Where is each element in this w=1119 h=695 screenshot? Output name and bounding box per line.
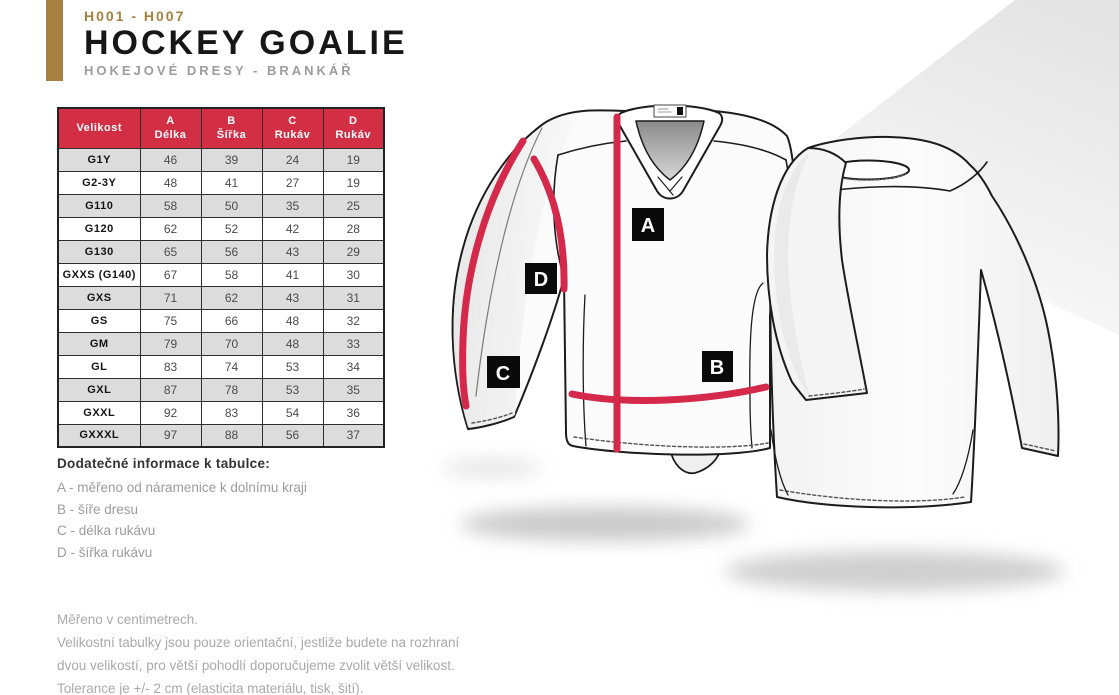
marker-b-label: B — [709, 357, 725, 379]
measurement-notes — [57, 608, 459, 695]
col-header-size: Velikost — [58, 108, 140, 148]
marker-d-label: D — [533, 269, 549, 291]
note-line: dvou velikostí, pro větší pohodlí doporučujeme zvolit větší velikost. — [57, 658, 455, 673]
table-row: G110 58 50 35 25 — [58, 194, 384, 217]
col-header-b: B Šířka — [201, 108, 262, 148]
size-table — [57, 107, 385, 448]
legend-heading: Dodatečné informace k tabulce: — [57, 456, 271, 471]
note-line: Měřeno v centimetrech. — [57, 612, 199, 627]
marker-a — [632, 208, 664, 241]
jersey-diagram — [430, 0, 1119, 695]
marker-a-label: A — [640, 215, 656, 237]
marker-d — [525, 263, 557, 294]
marker-b — [702, 351, 733, 382]
table-row: GL 83 74 53 34 — [58, 355, 384, 378]
note-line: Velikostní tabulky jsou pouze orientační, jestliže budete na rozhraní — [57, 635, 460, 650]
collar-label — [654, 105, 686, 117]
table-row: G130 65 56 43 29 — [58, 240, 384, 263]
col-header-c: C Rukáv — [262, 108, 323, 148]
table-legend — [57, 456, 307, 563]
product-code: H001 - H007 — [84, 8, 186, 24]
table-row: G120 62 52 42 28 — [58, 217, 384, 240]
table-row: G1Y 46 39 24 19 — [58, 148, 384, 171]
table-row: GXS 71 62 43 31 — [58, 286, 384, 309]
page-subtitle: HOKEJOVÉ DRESY - BRANKÁŘ — [84, 63, 354, 78]
table-row: GM 79 70 48 33 — [58, 332, 384, 355]
page-header — [84, 8, 408, 78]
table-header-row — [58, 108, 384, 148]
legend-item-a: A - měřeno od náramenice k dolnímu kraji — [57, 480, 307, 495]
page-title: HOCKEY GOALIE — [84, 24, 408, 62]
table-row: GXXXL 97 88 56 37 — [58, 424, 384, 447]
table-row: GXXS (G140) 67 58 41 30 — [58, 263, 384, 286]
col-header-a: A Délka — [140, 108, 201, 148]
table-row: GXXL 92 83 54 36 — [58, 401, 384, 424]
table-row: GXL 87 78 53 35 — [58, 378, 384, 401]
front-jersey — [453, 105, 796, 473]
table-row: G2-3Y 48 41 27 19 — [58, 171, 384, 194]
table-row: GS 75 66 48 32 — [58, 309, 384, 332]
marker-c — [487, 356, 520, 388]
accent-bar — [46, 0, 63, 81]
legend-item-d: D - šířka rukávu — [57, 544, 153, 560]
legend-item-c: C - délka rukávu — [57, 523, 156, 538]
col-header-d: D Rukáv — [323, 108, 384, 148]
legend-item-b: B - šíře dresu — [57, 501, 139, 517]
note-line: Tolerance je +/- 2 cm (elasticita materiálu, tisk, šití). — [57, 681, 364, 695]
marker-c-label: C — [495, 363, 511, 385]
